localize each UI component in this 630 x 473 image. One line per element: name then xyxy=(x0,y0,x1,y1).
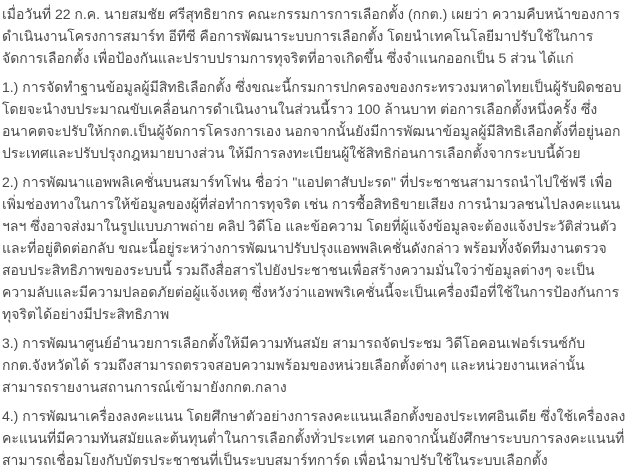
list-item-3: 3.) การพัฒนาศูนย์อำนวยการเลือกตั้งให้มีความทันสมัย สามารถจัดประชม วิดีโอคอนเฟอร์เรนซ์กับกกต.จังหวัดได้ รวมถึงสามารถตรวจสอบความพร้อมของหน่วยเลือกตั้งต่างๆ และหน่วยงานเหล่านั้นสามารถรายงานสถานการณ์เข้ามายังกกต.กลาง xyxy=(2,335,586,395)
intro-paragraph: เมื่อวันที่ 22 ก.ค. นายสมชัย ศรีสุทธิยากร คณะกรรมการการเลือกตั้ง (กกต.) เผยว่า ความคืบหน้าของการดำเนินงานโครงการสมาร์ท อีทีซี คือการพัฒนาระบบการเลือกตั้ง โดยนำเทคโนโลยีมาปรับใช้ในการจัดการเลือกตั้ง เพื่อป้องกันและปราบปรามการทุจริตที่อาจเกิดขึ้น ซึ่งจำแนกออกเป็น 5 ส่วน ได้แก่ xyxy=(2,6,620,66)
list-item-4: 4.) การพัฒนาเครื่องลงคะแนน โดยศึกษาตัวอย่างการลงคะแนนเลือกตั้งของประเทศอินเดีย ซึ่งใช้เครื่องลงคะแนนที่มีความทันสมัยและต้นทุนต่ำในการเลือกตั้งทั่วประเทศ นอกจากนั้นยังศึกษาระบบการลงคะแนนที่สามารถเชื่อมโยงกับบัตรประชาชนที่เป็นระบบสมาร์ทการ์ด เพื่อนำมาปรับใช้ในระบบเลือกตั้ง xyxy=(2,408,626,468)
list-item-2: 2.) การพัฒนาแอพพลิเคชั่นบนสมาร์ทโฟน ชื่อว่า "แอปตาสับปะรด" ที่ประชาชนสามารถนำไปใช้ฟรี เพื่อเพิ่มช่องทางในการให้ข้อมูลของผู้ที่ส่อทำการทุจริต เช่น การซื้อสิทธิขายเสียง การนำมวลชนไปลงคะแนนฯลฯ ซึ่งอาจส่งมาในรูปแบบภาพถ่าย คลิป วิดีโอ และข้อความ โดยที่ผู้แจ้งข้อมูลจะต้องแจ้งประวัติส่วนตัวและที่อยู่ติดต่อกลับ ขณะนี้อยู่ระหว่างการพัฒนาปรับปรุงแอพพลิเคชั่นดังกล่าว พร้อมทั้งจัดทีมงานตรวจสอบประสิทธิภาพของระบบนี้ รวมถึงสื่อสารไปยังประชาชนเพื่อสร้างความมั่นใจว่าข้อมูลต่างๆ จะเป็นความลับและมีความปลอดภัยต่อผู้แจ้งเหตุ ซึ่งหวังว่าแอพพริเคชั่นนี้จะเป็นเครื่องมือที่ใช้ในการป้องกันการทุจริตได้อย่างมีประสิทธิภาพ xyxy=(2,174,621,322)
list-item-1: 1.) การจัดทำฐานข้อมูลผู้มีสิทธิเลือกตั้ง ซึ่งขณะนี้กรมการปกครองของกระทรวงมหาดไทยเป็นผู้รับผิดชอบ โดยจะนำงบประมาณขับเคลื่อนการดำเนินงานในส่วนนี้ราว 100 ล้านบาท ต่อการเลือกตั้งหนึ่งครั้ง ซึ่งอนาคตจะปรับให้กกต.เป็นผู้จัดการโครงการเอง นอกจากนั้นยังมีการพัฒนาข้อมูลผู้มีสิทธิเลือกตั้งที่อยู่นอกประเทศและปรับปรุงกฎหมายบางส่วน ให้มีการลงทะเบียนผู้ใช้สิทธิก่อนการเลือกตั้งจากระบบนี้ด้วย xyxy=(2,79,622,161)
